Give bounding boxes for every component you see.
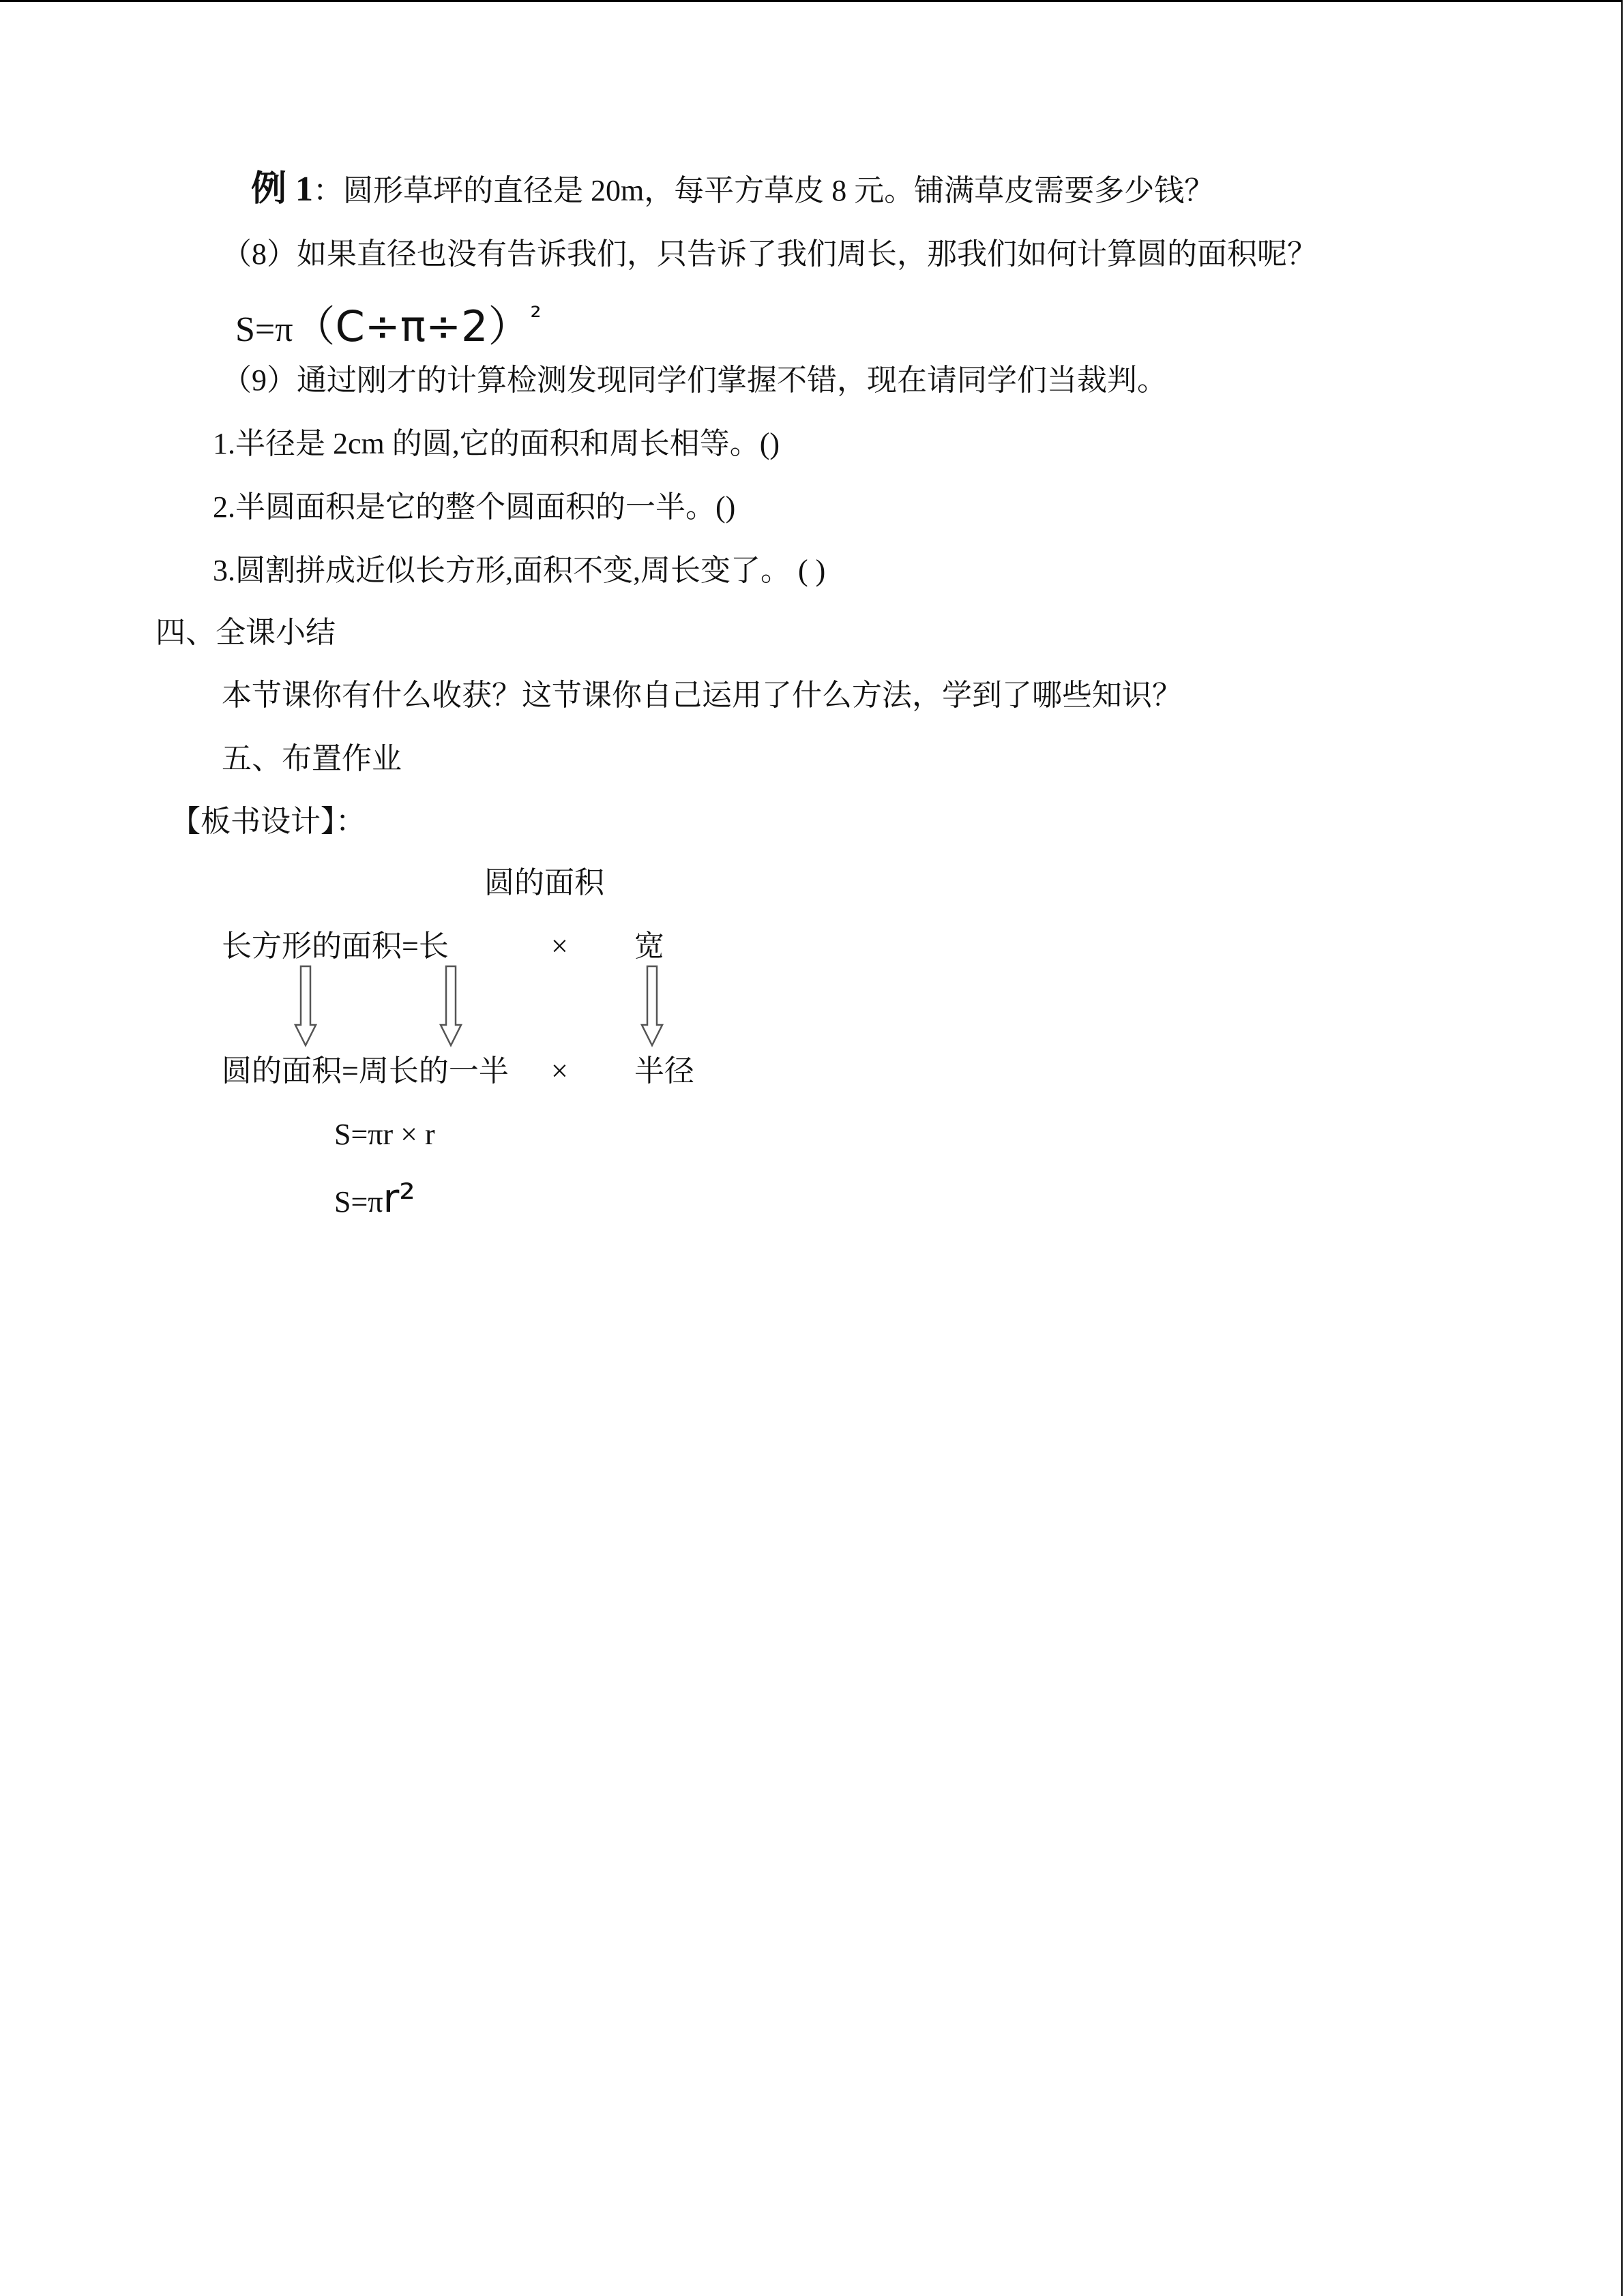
example-label: 例 1 [251, 170, 314, 209]
formula-circumference [235, 290, 542, 359]
board-title: 圆的面积 [484, 866, 604, 899]
board-formula-2-prefix: S=π [334, 1185, 383, 1219]
question-9: （9）通过刚才的计算检测发现同学们掌握不错，现在请同学们当裁判。 [222, 363, 1167, 397]
board-rect-width: 宽 [634, 929, 664, 963]
board-circle-times: × [551, 1054, 568, 1088]
down-arrow-icon [640, 965, 664, 1048]
board-formula-2 [334, 1174, 415, 1226]
section-4-text: 本节课你有什么收获？这节课你自己运用了什么方法，学到了哪些知识？ [222, 679, 1182, 712]
section-5-heading: 五、布置作业 [222, 742, 402, 775]
example-text: ：圆形草坪的直径是 20m，每平方草皮 8 元。铺满草皮需要多少钱？ [313, 174, 1215, 207]
down-arrow-icon [293, 965, 318, 1048]
judgment-item-2: 2.半圆面积是它的整个圆面积的一半。() [213, 490, 736, 524]
board-design-label: 【板书设计】： [171, 805, 366, 838]
board-rect-formula-left: 长方形的面积=长 [222, 929, 449, 963]
down-arrow-icon [439, 965, 463, 1048]
section-4-heading: 四、全课小结 [156, 616, 336, 649]
example-1 [251, 170, 1214, 210]
formula-prefix: S=π [235, 310, 293, 349]
formula-exponent: ² [530, 301, 542, 333]
board-rect-times: × [551, 929, 568, 963]
judgment-item-3: 3.圆割拼成近似长方形,面积不变,周长变了。 ( ) [213, 554, 826, 587]
board-circle-formula-left: 圆的面积=周长的一半 [222, 1054, 509, 1088]
formula-body: （C÷π÷2） [293, 301, 531, 351]
board-circle-radius: 半径 [634, 1054, 694, 1088]
board-formula-1: S=πr × r [334, 1118, 435, 1151]
judgment-item-1: 1.半径是 2cm 的圆,它的面积和周长相等。() [213, 427, 780, 460]
question-8: （8）如果直径也没有告诉我们，只告诉了我们周长，那我们如何计算圆的面积呢？ [222, 237, 1317, 271]
board-formula-2-r2: r² [383, 1175, 415, 1221]
